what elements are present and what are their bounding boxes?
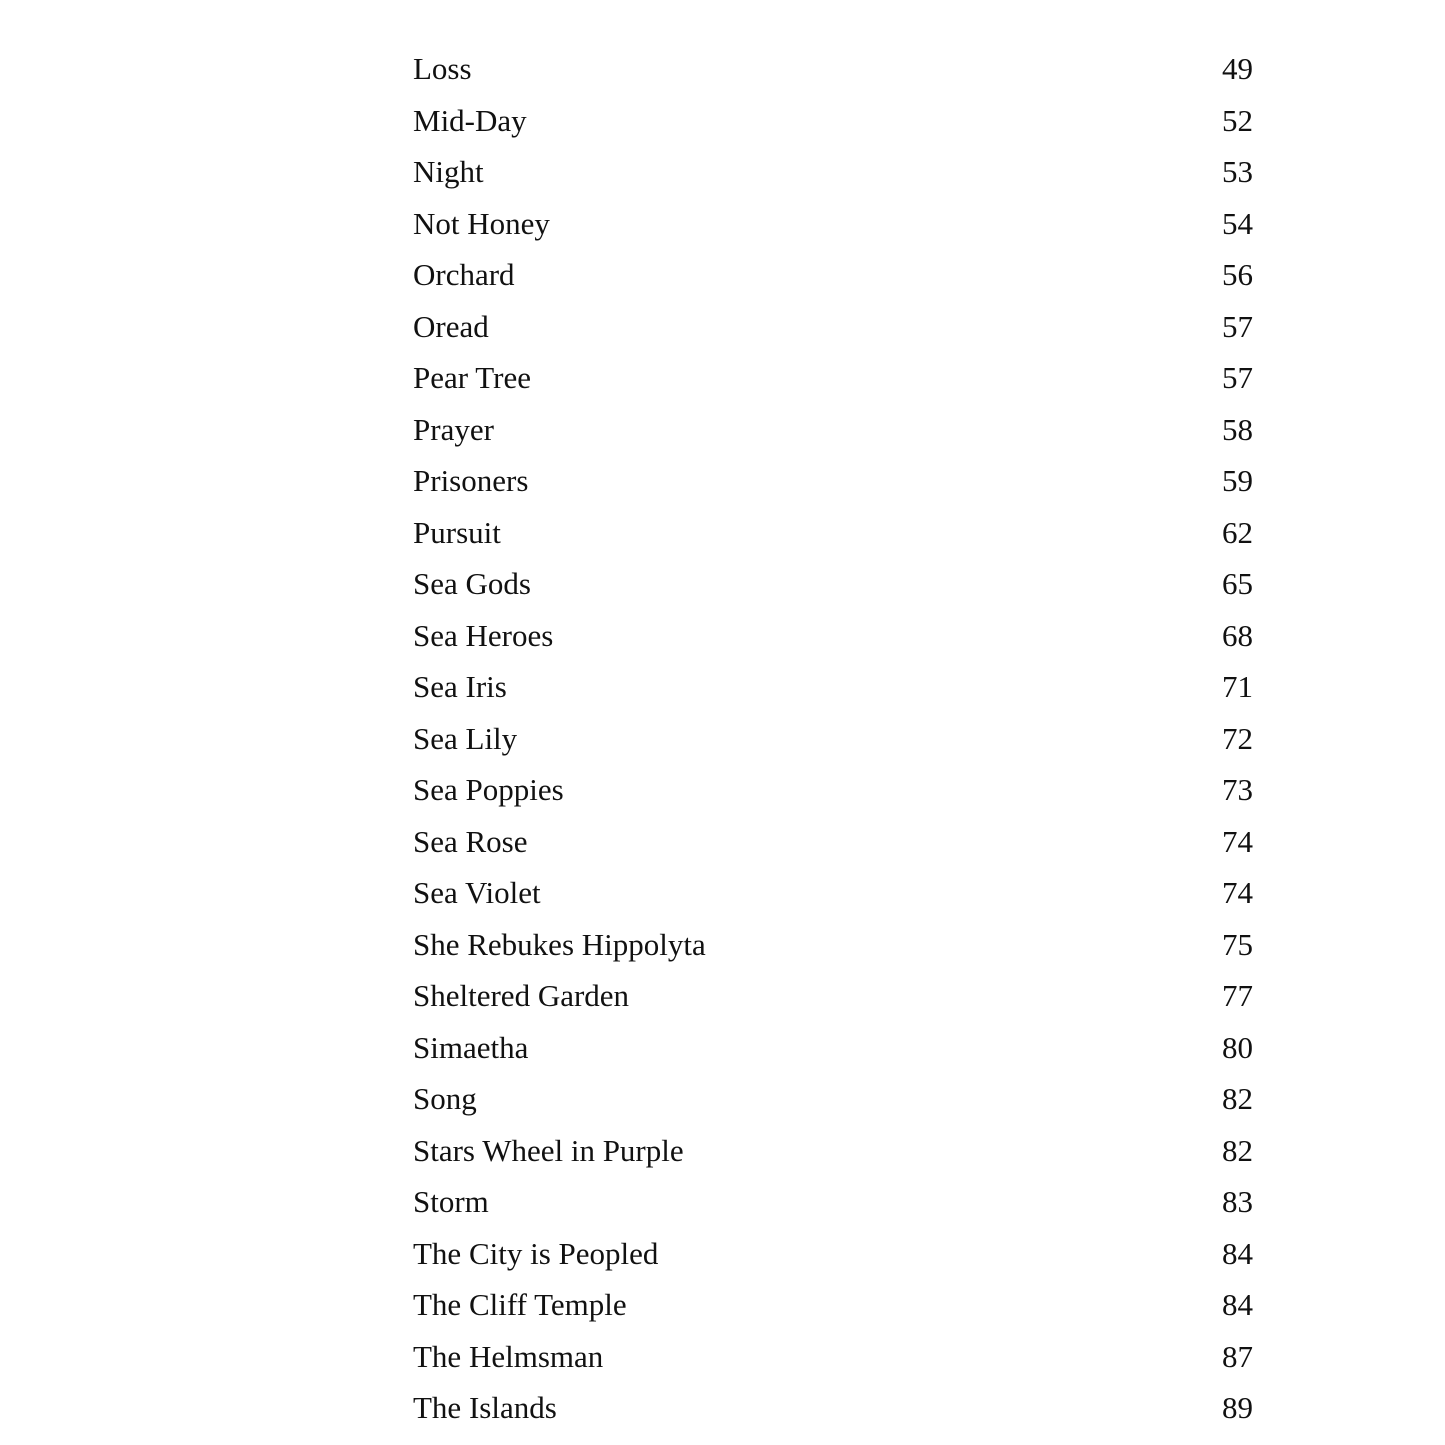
toc-entry xyxy=(413,610,1253,662)
toc-entry xyxy=(413,146,1253,198)
toc-entry-page: 82 xyxy=(1222,1132,1253,1168)
toc-entry-title: Sea Rose xyxy=(413,823,528,859)
toc-entry xyxy=(413,1073,1253,1125)
toc-entry xyxy=(413,1176,1253,1228)
toc-entry xyxy=(413,816,1253,868)
toc-entry-title: The Helmsman xyxy=(413,1338,604,1374)
toc-entry-title: Prisoners xyxy=(413,463,529,498)
toc-entry-title: Song xyxy=(413,1081,477,1116)
toc-entry-title: Not Honey xyxy=(413,205,550,241)
toc-entry xyxy=(413,1228,1253,1280)
toc-entry-page: 65 xyxy=(1222,566,1253,601)
toc-entry-page: 49 xyxy=(1222,51,1253,86)
toc-entry xyxy=(413,970,1253,1022)
toc-entry-page: 62 xyxy=(1222,514,1253,550)
toc-entry-title: The Cliff Temple xyxy=(413,1287,627,1322)
toc-entry-title: She Rebukes Hippolyta xyxy=(413,926,706,962)
toc-entry-page: 53 xyxy=(1222,154,1253,189)
toc-entry xyxy=(413,764,1253,816)
toc-entry-page: 71 xyxy=(1222,669,1253,704)
toc-entry-title: Simaetha xyxy=(413,1029,529,1065)
toc-entry xyxy=(413,43,1253,95)
toc-entry xyxy=(413,1331,1253,1383)
toc-entry-page: 54 xyxy=(1222,205,1253,241)
table-of-contents xyxy=(413,43,1253,1434)
toc-entry-title: Storm xyxy=(413,1184,489,1219)
toc-entry-page: 68 xyxy=(1222,617,1253,653)
toc-entry-page: 87 xyxy=(1222,1338,1253,1374)
toc-entry xyxy=(413,558,1253,610)
toc-entry xyxy=(413,249,1253,301)
toc-entry xyxy=(413,867,1253,919)
toc-entry-title: Sea Lily xyxy=(413,720,518,756)
toc-entry-page: 74 xyxy=(1222,875,1253,910)
toc-entry-page: 74 xyxy=(1222,823,1253,859)
toc-entry-title: Mid-Day xyxy=(413,102,527,138)
toc-entry-page: 84 xyxy=(1222,1235,1253,1271)
toc-entry-title: Sea Poppies xyxy=(413,772,564,807)
toc-entry xyxy=(413,352,1253,404)
toc-entry-title: Pear Tree xyxy=(413,360,531,395)
toc-entry-page: 56 xyxy=(1222,257,1253,292)
toc-entry-title: Orchard xyxy=(413,257,515,292)
toc-entry xyxy=(413,919,1253,971)
toc-entry xyxy=(413,713,1253,765)
toc-entry-page: 57 xyxy=(1222,308,1253,344)
toc-entry-page: 83 xyxy=(1222,1184,1253,1219)
toc-entry-page: 72 xyxy=(1222,720,1253,756)
toc-entry xyxy=(413,1279,1253,1331)
toc-entry-title: Sea Gods xyxy=(413,566,531,601)
toc-entry xyxy=(413,404,1253,456)
toc-entry-title: Sheltered Garden xyxy=(413,978,630,1013)
toc-entry-title: Prayer xyxy=(413,411,494,447)
toc-entry-page: 57 xyxy=(1222,360,1253,395)
toc-entry-page: 58 xyxy=(1222,411,1253,447)
toc-entry-title: The City is Peopled xyxy=(413,1235,659,1271)
toc-entry-page: 82 xyxy=(1222,1081,1253,1116)
toc-entry-title: Night xyxy=(413,154,484,189)
toc-entry xyxy=(413,1382,1253,1434)
toc-entry-title: Oread xyxy=(413,308,489,344)
toc-entry xyxy=(413,198,1253,250)
toc-entry-title: Pursuit xyxy=(413,514,501,550)
toc-entry-title: The Islands xyxy=(413,1390,557,1425)
toc-entry-page: 73 xyxy=(1222,772,1253,807)
toc-entry-page: 77 xyxy=(1222,978,1253,1013)
toc-entry xyxy=(413,455,1253,507)
toc-entry-page: 75 xyxy=(1222,926,1253,962)
toc-entry xyxy=(413,95,1253,147)
toc-entry-page: 89 xyxy=(1222,1390,1253,1425)
toc-entry-title: Sea Heroes xyxy=(413,617,554,653)
toc-entry-page: 59 xyxy=(1222,463,1253,498)
toc-entry-page: 80 xyxy=(1222,1029,1253,1065)
toc-entry xyxy=(413,661,1253,713)
toc-entry xyxy=(413,1022,1253,1074)
toc-entry-title: Sea Iris xyxy=(413,669,507,704)
toc-entry-page: 52 xyxy=(1222,102,1253,138)
toc-entry-page: 84 xyxy=(1222,1287,1253,1322)
toc-entry-title: Sea Violet xyxy=(413,875,541,910)
toc-entry xyxy=(413,1125,1253,1177)
toc-entry-title: Stars Wheel in Purple xyxy=(413,1132,684,1168)
toc-entry xyxy=(413,301,1253,353)
toc-entry-title: Loss xyxy=(413,51,472,86)
toc-entry xyxy=(413,507,1253,559)
